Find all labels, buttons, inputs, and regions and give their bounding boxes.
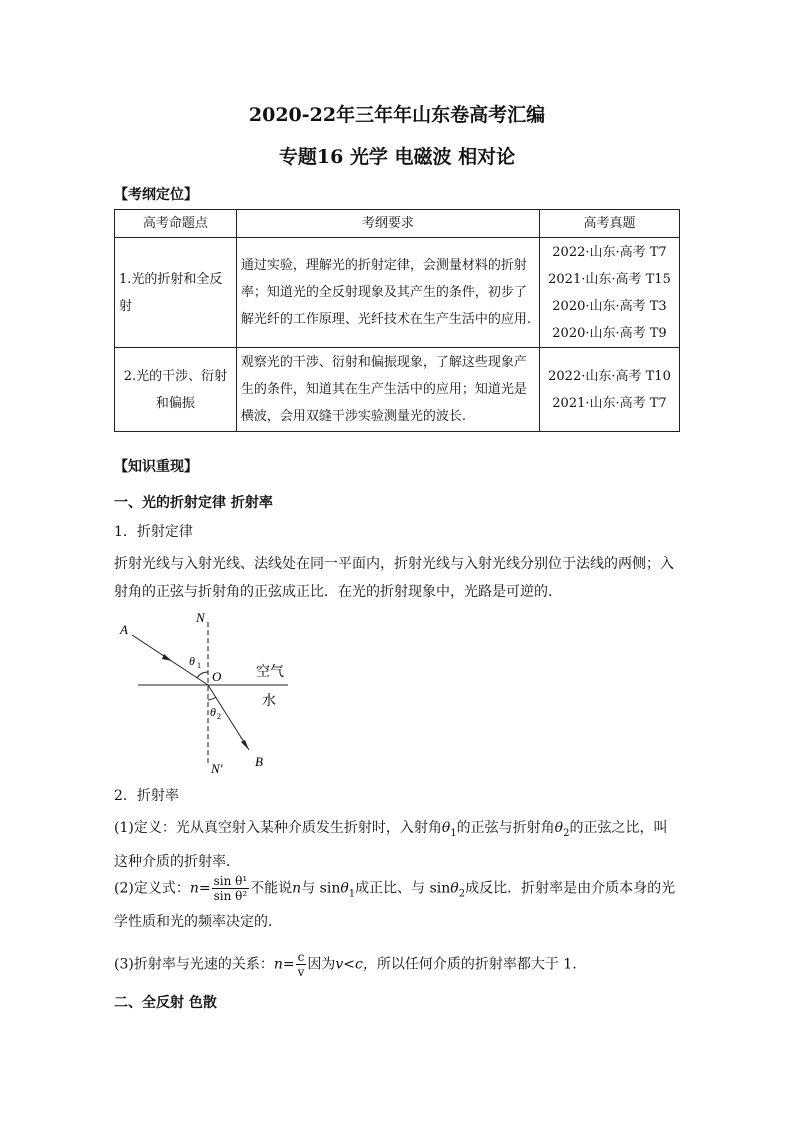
label-N: N [196, 610, 205, 625]
label-water: 水 [262, 693, 276, 709]
table-row [115, 348, 680, 432]
label-O: O [212, 669, 222, 684]
label-theta1-sub: 1 [197, 661, 201, 670]
arrow-icon [241, 740, 249, 750]
exam-item: 2020·山东·高考 T3 [552, 298, 667, 314]
exam-cell [540, 348, 680, 432]
document-subtitle: 专题16 光学 电磁波 相对论 [278, 146, 516, 168]
label-theta1: θ [189, 654, 195, 668]
label-B: B [255, 754, 263, 769]
requirement-cell: 通过实验，理解光的折射定律，会测量材料的折射率；知道光的全反射现象及其产生的条件，初步了解光纤的工作原理、光纤技术在生产生活中的应用. [236, 238, 539, 348]
definition-3: (3)折射率与光速的关系：n= $\frac{c}{v}$ 因为v<c，所以任何介质的折射率都大于 1. [114, 950, 577, 979]
exam-item: 2021·山东·高考 T7 [552, 395, 667, 411]
label-theta2: θ [210, 705, 216, 719]
refractive-index-heading: 2．折射率 [114, 788, 179, 804]
definition-2: (2)定义式：n= $\frac{\text{sin θ¹}}{\text{sin θ²}}$ 不能说n与 sinθ$_1$成正比、与 sinθ$_2$成反比．折射率是由介质本身的光学性质和光的频率决定的． [114, 874, 676, 931]
definition-1: (1)定义：光从真空射入某种介质发生折射时，入射角$\theta_1$的正弦与折射角$\theta_2$的正弦之比，叫这种介质的折射率． [114, 820, 668, 870]
formula-fraction: $\frac{\text{sin θ¹}}{\text{sin θ²}}$ [213, 874, 248, 903]
angle-arc-1 [197, 672, 208, 678]
table-row [115, 238, 680, 348]
requirement-cell: 观察光的干涉、衍射和偏振现象，了解这些现象产生的条件，知道其在生产生活中的应用；知道光是横波，会用双缝干涉实验测量光的波长. [236, 348, 539, 432]
topic-cell: 2.光的干涉、衍射和偏振 [115, 348, 237, 432]
refraction-law-heading: 1．折射定律 [114, 524, 193, 540]
angle-arc-2 [208, 697, 216, 700]
exam-item: 2021·山东·高考 T15 [548, 271, 671, 287]
table-header: 高考真题 [540, 210, 680, 238]
label-air: 空气 [256, 664, 284, 680]
label-Nprime: N′ [211, 761, 223, 776]
table-header: 高考命题点 [115, 210, 237, 238]
topic-cell: 1.光的折射和全反射 [115, 238, 237, 348]
knowledge-heading: 【知识重现】 [114, 459, 198, 475]
section2-heading: 二、全反射 色散 [114, 995, 217, 1011]
outline-table [114, 209, 680, 432]
outline-heading: 【考纲定位】 [114, 187, 198, 203]
exam-cell [540, 238, 680, 348]
arrow-icon [162, 654, 172, 661]
exam-item: 2022·山东·高考 T7 [552, 244, 667, 260]
document-title: 2020-22年三年年山东卷高考汇编 [248, 104, 546, 126]
exam-item: 2020·山东·高考 T9 [552, 325, 667, 341]
section1-heading: 一、光的折射定律 折射率 [114, 495, 273, 511]
label-A: A [120, 622, 128, 637]
refraction-diagram [110, 608, 310, 778]
table-header: 考纲要求 [236, 210, 539, 238]
table-header-row [115, 210, 680, 238]
exam-item: 2022·山东·高考 T10 [548, 368, 671, 384]
formula-fraction: $\frac{c}{v}$ [297, 950, 305, 979]
refraction-law-text: 折射光线与入射光线、法线处在同一平面内，折射光线与入射光线分别位于法线的两侧；入射角的正弦与折射角的正弦成正比．在光的折射现象中，光路是可逆的． [114, 556, 674, 600]
label-theta2-sub: 2 [217, 712, 221, 721]
